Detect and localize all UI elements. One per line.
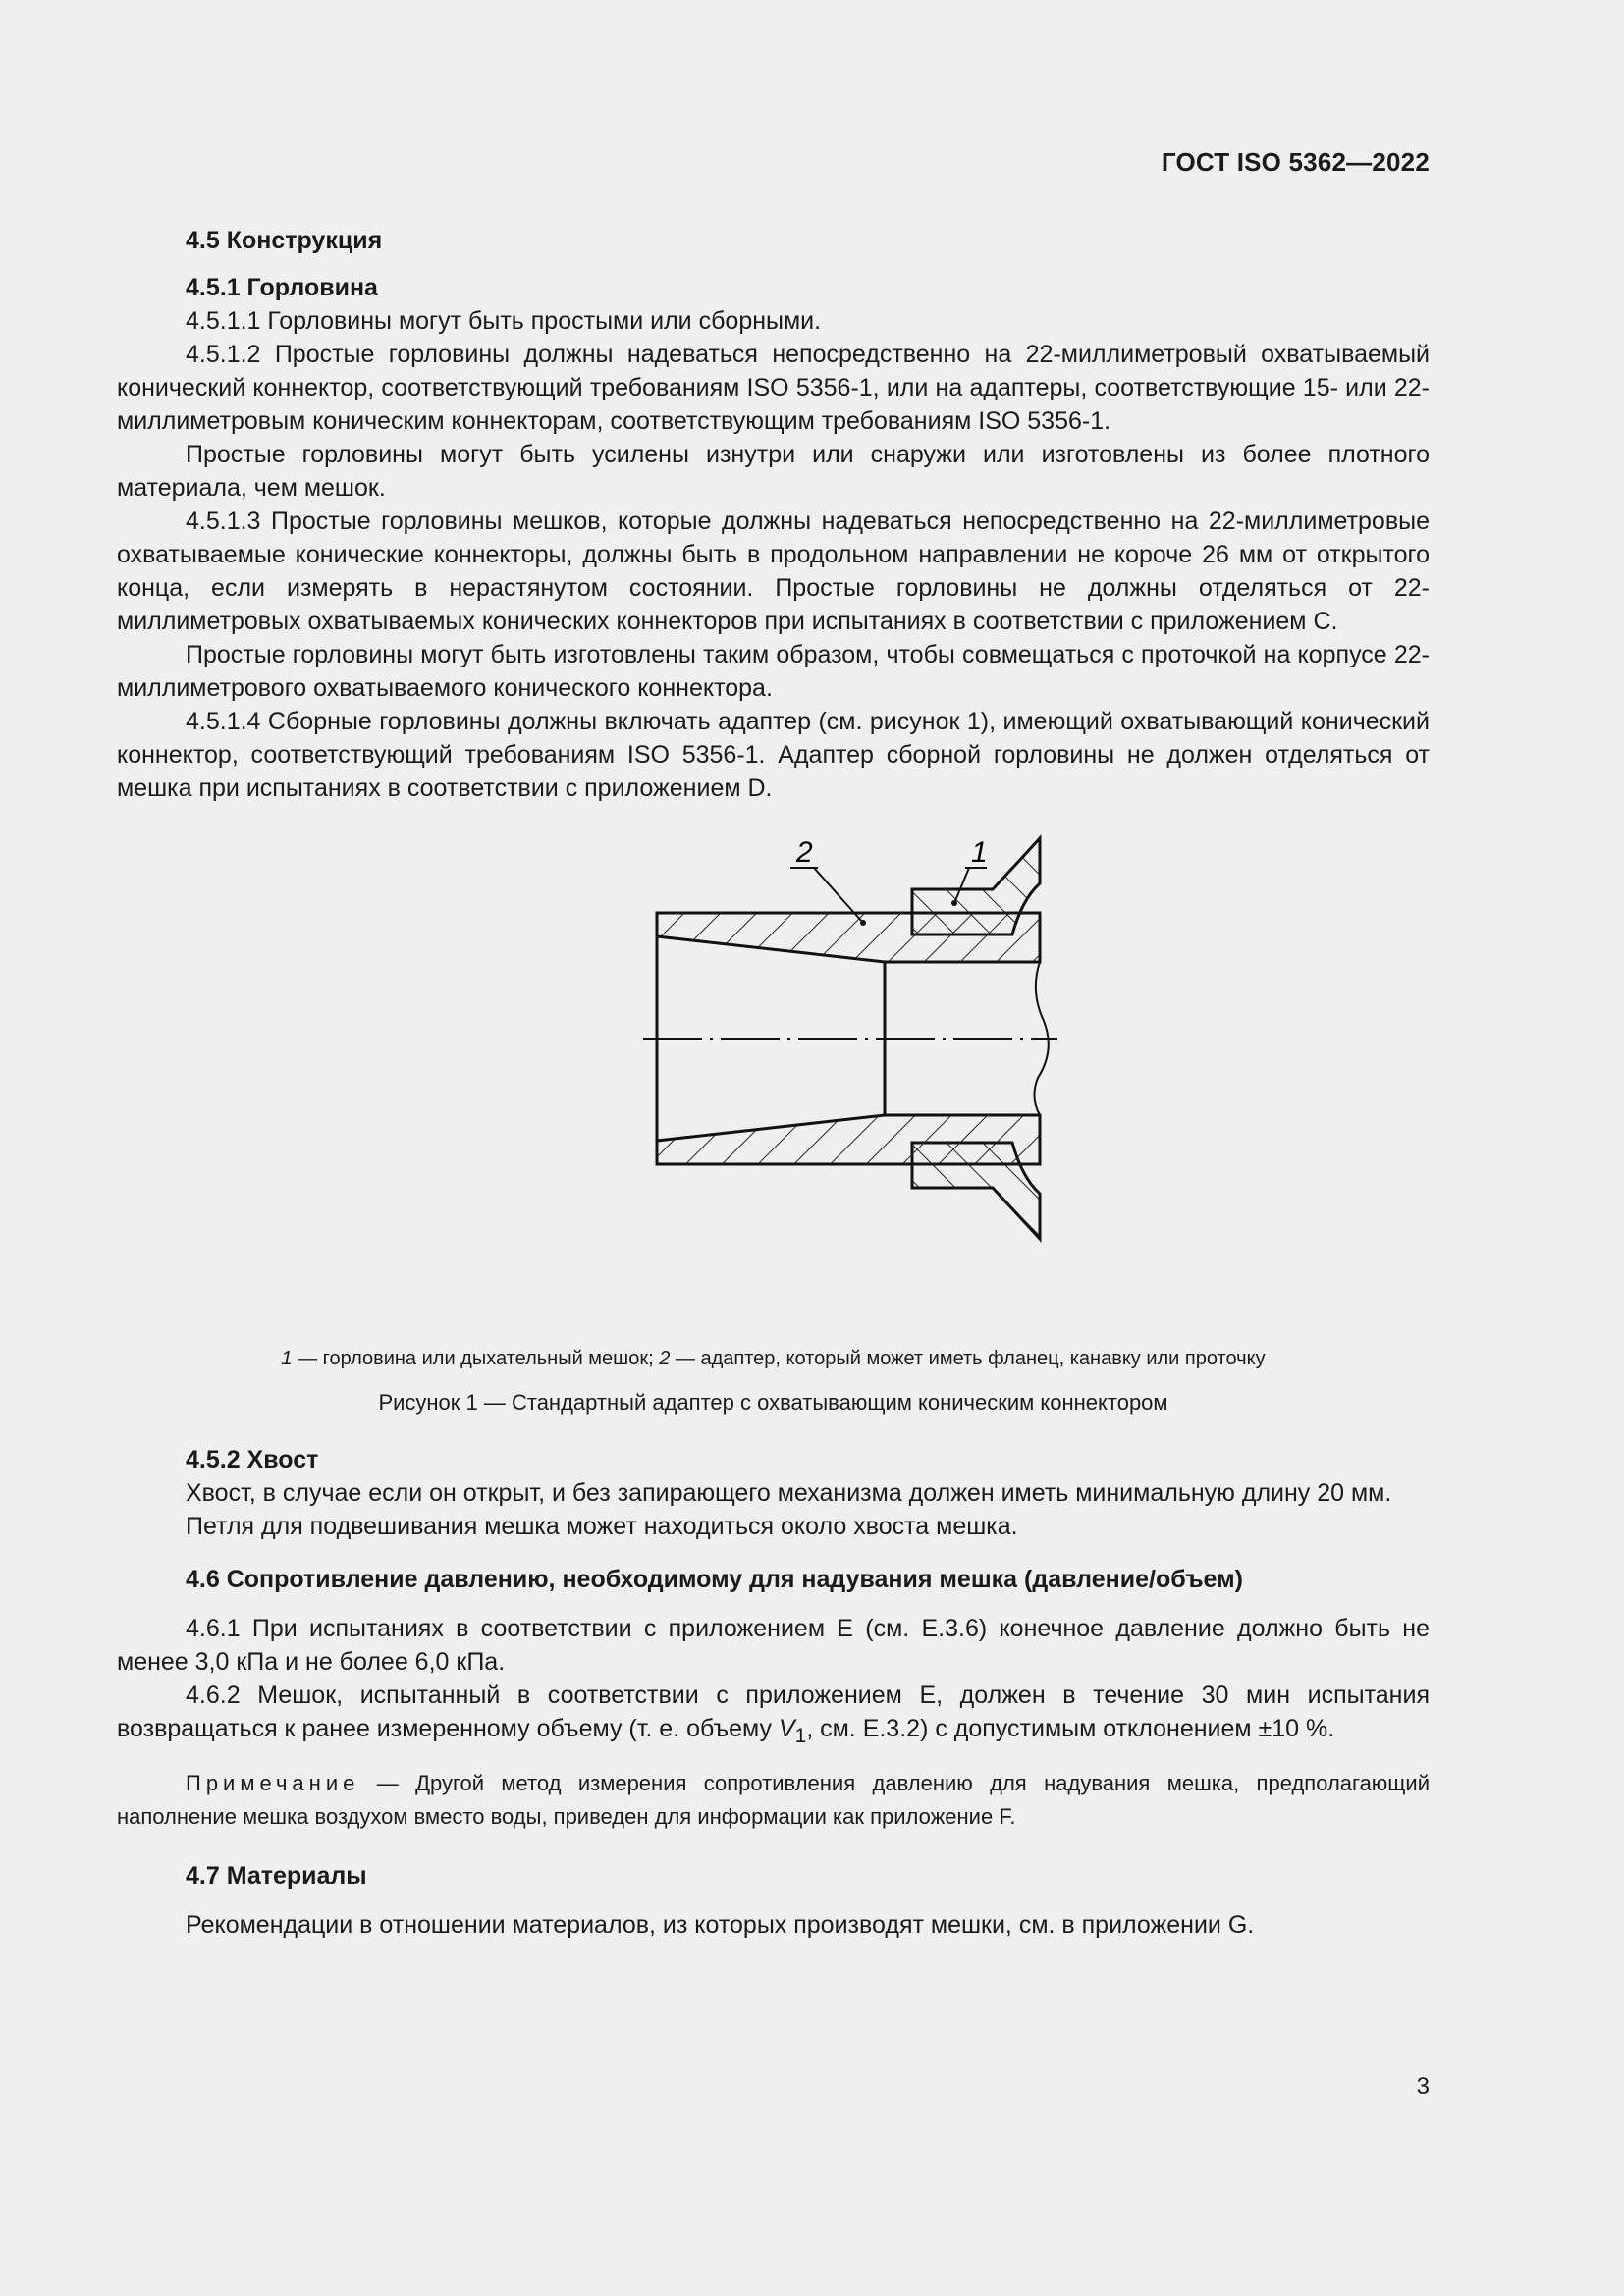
paragraph-4-5-1-1: 4.5.1.1 Горловины могут быть простыми или сборными. [186, 307, 822, 335]
subsection-heading-4-5-1: 4.5.1 Горловина [186, 274, 378, 301]
figure-1-adapter-drawing [117, 825, 1430, 1345]
page-number: 3 [1416, 2073, 1430, 2100]
section-heading-4-7: 4.7 Материалы [186, 1862, 367, 1890]
adapter-cross-section [519, 825, 1148, 1276]
paragraph-groove: Простые горловины могут быть изготовлены таким образом, чтобы совмещаться с проточкой на корпусе 22-миллиметрового охватываемого конического коннектора. [117, 641, 1430, 702]
paragraph-4-5-1-4: 4.5.1.4 Сборные горловины должны включать адаптер (см. рисунок 1), имеющий охватывающий конический коннектор, соответствующий требованиям ISO 5356-1. Адаптер сборной горловины не должен отделяться от мешка при испытаниях в соответствии с приложением D. [117, 708, 1430, 802]
paragraph-reinforcement: Простые горловины могут быть усилены изнутри или снаружи или изготовлены из более плотного материала, чем мешок. [117, 441, 1430, 502]
figure-caption: Рисунок 1 — Стандартный адаптер с охватывающим коническим коннектором [378, 1390, 1168, 1415]
paragraph-tail-loop: Петля для подвешивания мешка может находиться около хвоста мешка. [186, 1513, 1018, 1540]
subsection-heading-4-5-2: 4.5.2 Хвост [186, 1446, 319, 1473]
page-content [117, 224, 1430, 1942]
paragraph-4-6-2: 4.6.2 Мешок, испытанный в соответствии с приложением E, должен в течение 30 мин испытания возвращаться к ранее измеренному объему (т. е. объему $V_1$, см. E.3.2) с допустимым отклонением ±10 %. [117, 1682, 1430, 1747]
adapter-wall-upper [657, 913, 1040, 962]
paragraph-4-6-1: 4.6.1 При испытаниях в соответствии с приложением E (см. E.3.6) конечное давление должно быть не менее 3,0 кПа и не более 6,0 кПа. [117, 1615, 1430, 1676]
paragraph-4-5-1-2: 4.5.1.2 Простые горловины должны надеваться непосредственно на 22-миллиметровый охватываемый конический коннектор, соответствующий требованиям ISO 5356-1, или на адаптеры, соответствующие 15- или 22-миллиметровым коническим коннекторам, соответствующим требованиям ISO 5356-1. [117, 341, 1430, 435]
adapter-wall-lower [657, 1115, 1040, 1164]
note: Примечание — Другой метод измерения сопротивления давлению для надувания мешка, предполагающий наполнение мешка воздухом вместо воды, приведен для информации как приложение F. [117, 1771, 1430, 1829]
figure-legend: 1 — горловина или дыхательный мешок; 2 — адаптер, который может иметь фланец, канавку или проточку [281, 1348, 1266, 1369]
figure-label-2: 2 [796, 836, 813, 869]
document-id: ГОСТ ISO 5362—2022 [1161, 147, 1430, 177]
paragraph-tail-length: Хвост, в случае если он открыт, и без запирающего механизма должен иметь минимальную длину 20 мм. [186, 1479, 1392, 1507]
paragraph-4-5-1-3: 4.5.1.3 Простые горловины мешков, которые должны надеваться непосредственно на 22-миллиметровые охватываемые конические коннекторы, должны быть в продольном направлении не короче 26 мм от открытого конца, если измерять в нерастянутом состоянии. Простые горловины не должны отделяться от 22-миллиметровых охватываемых конических коннекторов при испытаниях в соответствии с приложением С. [117, 507, 1430, 635]
section-heading-4-5: 4.5 Конструкция [186, 227, 383, 254]
paragraph-materials: Рекомендации в отношении материалов, из которых производят мешки, см. в приложении G. [186, 1911, 1255, 1939]
section-heading-4-6: 4.6 Сопротивление давлению, необходимому для надувания мешка (давление/объем) [186, 1566, 1243, 1593]
figure-label-1: 1 [971, 836, 988, 869]
